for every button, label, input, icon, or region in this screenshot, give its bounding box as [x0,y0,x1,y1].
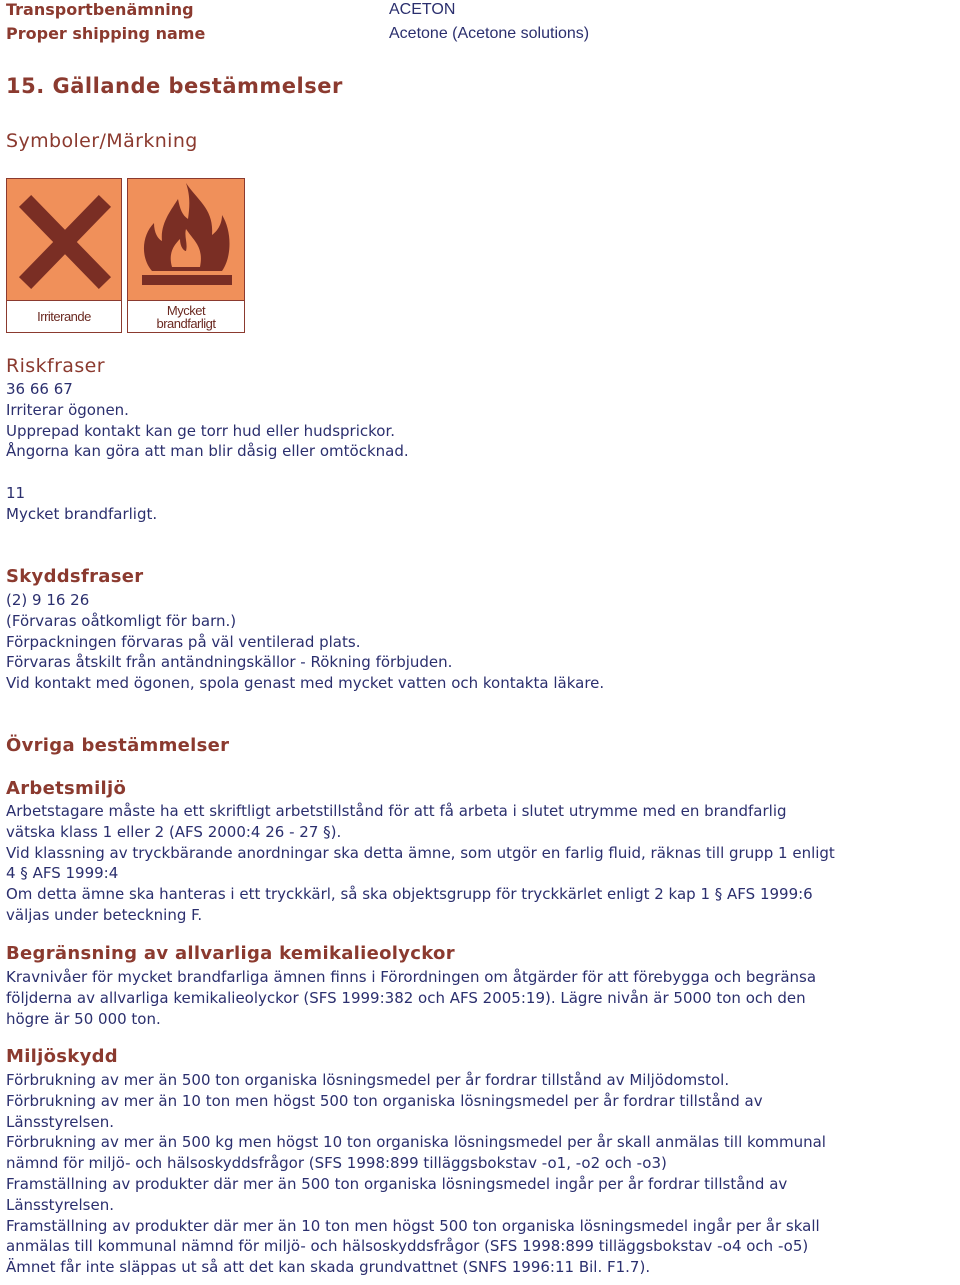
miljoskydd-line: Länsstyrelsen. [6,1112,114,1131]
miljoskydd-line: Framställning av produkter där mer än 10 ton men högst 500 ton organiska lösningsmedel ingår per år skall [6,1216,820,1235]
arbetsmiljo-line: Om detta ämne ska hanteras i ett tryckkärl, så ska objektsgrupp för tryckkärlet enligt 2 kap 1 § AFS 1999:6 [6,885,813,904]
miljoskydd-text [6,1070,956,1278]
proper-shipping-value: Acetone (Acetone solutions) [389,25,590,42]
section-title: 15. Gällande bestämmelser [6,74,343,98]
arbetsmiljo-line: 4 § AFS 1999:4 [6,864,119,883]
riskfraser-line: Mycket brandfarligt. [6,504,158,523]
begransning-line: Kravnivåer för mycket brandfarliga ämnen finns i Förordningen om åtgärder för att förebygga och begränsa [6,968,817,986]
transport-name-label: Transportbenämning [6,0,194,19]
skyddsfraser-line: (Förvaras oåtkomligt för barn.) [6,611,237,630]
miljoskydd-line: Ämnet får inte släppas ut så att det kan skada grundvattnet (SNFS 1996:11 Bil. F1.7). [6,1258,651,1277]
flame-icon [128,179,246,303]
transport-name-value: ACETON [389,1,456,18]
ovriga-heading: Övriga bestämmelser [6,735,230,756]
flammable-label-line1: Mycket [166,302,206,318]
flammable-label [128,300,244,332]
riskfraser-line: Ångorna kan göra att man blir dåsig eller omtöcknad. [6,442,409,461]
riskfraser-line: Upprepad kontakt kan ge torr hud eller hudsprickor. [6,421,396,440]
skyddsfraser-heading: Skyddsfraser [6,566,144,587]
flammable-symbol [127,178,245,333]
arbetsmiljo-line: vätska klass 1 eller 2 (AFS 2000:4 26 - 27 §). [6,822,342,841]
riskfraser-heading: Riskfraser [6,355,105,377]
begransning-heading: Begränsning av allvarliga kemikalieolyckor [6,943,455,964]
symbols-heading: Symboler/Märkning [6,130,198,152]
skyddsfraser-line: Vid kontakt med ögonen, spola genast med mycket vatten och kontakta läkare. [6,674,605,693]
flammable-label-line2: brandfarligt [156,315,216,331]
riskfraser-line: 36 66 67 [6,380,73,398]
skyddsfraser-line: Förvaras åtskilt från antändningskällor - Rökning förbjuden. [6,653,453,672]
arbetsmiljo-line: Arbetstagare måste ha ett skriftligt arbetstillstånd för att få arbeta i slutet utrymme med en brandfarlig [6,802,787,820]
miljoskydd-line: anmälas till kommunal nämnd för miljö- och hälsoskyddsfrågor (SFS 1998:899 tilläggsbokstav -o4 och -o5) [6,1237,809,1256]
skyddsfraser-list [6,590,956,694]
arbetsmiljo-heading: Arbetsmiljö [6,778,127,799]
miljoskydd-line: Länsstyrelsen. [6,1195,114,1214]
miljoskydd-line: Framställning av produkter där mer än 500 ton organiska lösningsmedel ingår per år fordrar tillstånd av [6,1174,788,1193]
riskfraser-list [6,379,956,525]
irritant-cross-icon [7,179,123,303]
riskfraser-line: 11 [6,483,26,502]
miljoskydd-heading: Miljöskydd [6,1046,118,1067]
arbetsmiljo-line: Vid klassning av tryckbärande anordningar ska detta ämne, som utgör en farlig fluid, räknas till grupp 1 enligt [6,843,835,862]
skyddsfraser-line: (2) 9 16 26 [6,591,90,609]
begransning-text [6,967,956,1029]
begransning-line: högre är 50 000 ton. [6,1009,161,1028]
begransning-line: följderna av allvarliga kemikalieolyckor (SFS 1999:382 och AFS 2005:19). Lägre nivån är 5000 ton och den [6,988,806,1007]
irritant-label: Irriterande [7,300,121,332]
miljoskydd-line: nämnd för miljö- och hälsoskyddsfrågor (SFS 1998:899 tilläggsbokstav -o1, -o2 och -o3) [6,1154,667,1173]
proper-shipping-label: Proper shipping name [6,24,206,43]
riskfraser-spacer [6,462,956,483]
arbetsmiljo-text [6,801,956,926]
irritant-symbol [6,178,122,333]
skyddsfraser-line: Förpackningen förvaras på väl ventilerad plats. [6,632,361,651]
arbetsmiljo-line: väljas under beteckning F. [6,905,203,924]
miljoskydd-line: Förbrukning av mer än 500 kg men högst 10 ton organiska lösningsmedel per år skall anmälas till kommunal [6,1133,826,1152]
miljoskydd-line: Förbrukning av mer än 500 ton organiska lösningsmedel per år fordrar tillstånd av Miljödomstol. [6,1071,730,1089]
riskfraser-line: Irriterar ögonen. [6,400,129,419]
miljoskydd-line: Förbrukning av mer än 10 ton men högst 500 ton organiska lösningsmedel per år fordrar tillstånd av [6,1091,763,1110]
